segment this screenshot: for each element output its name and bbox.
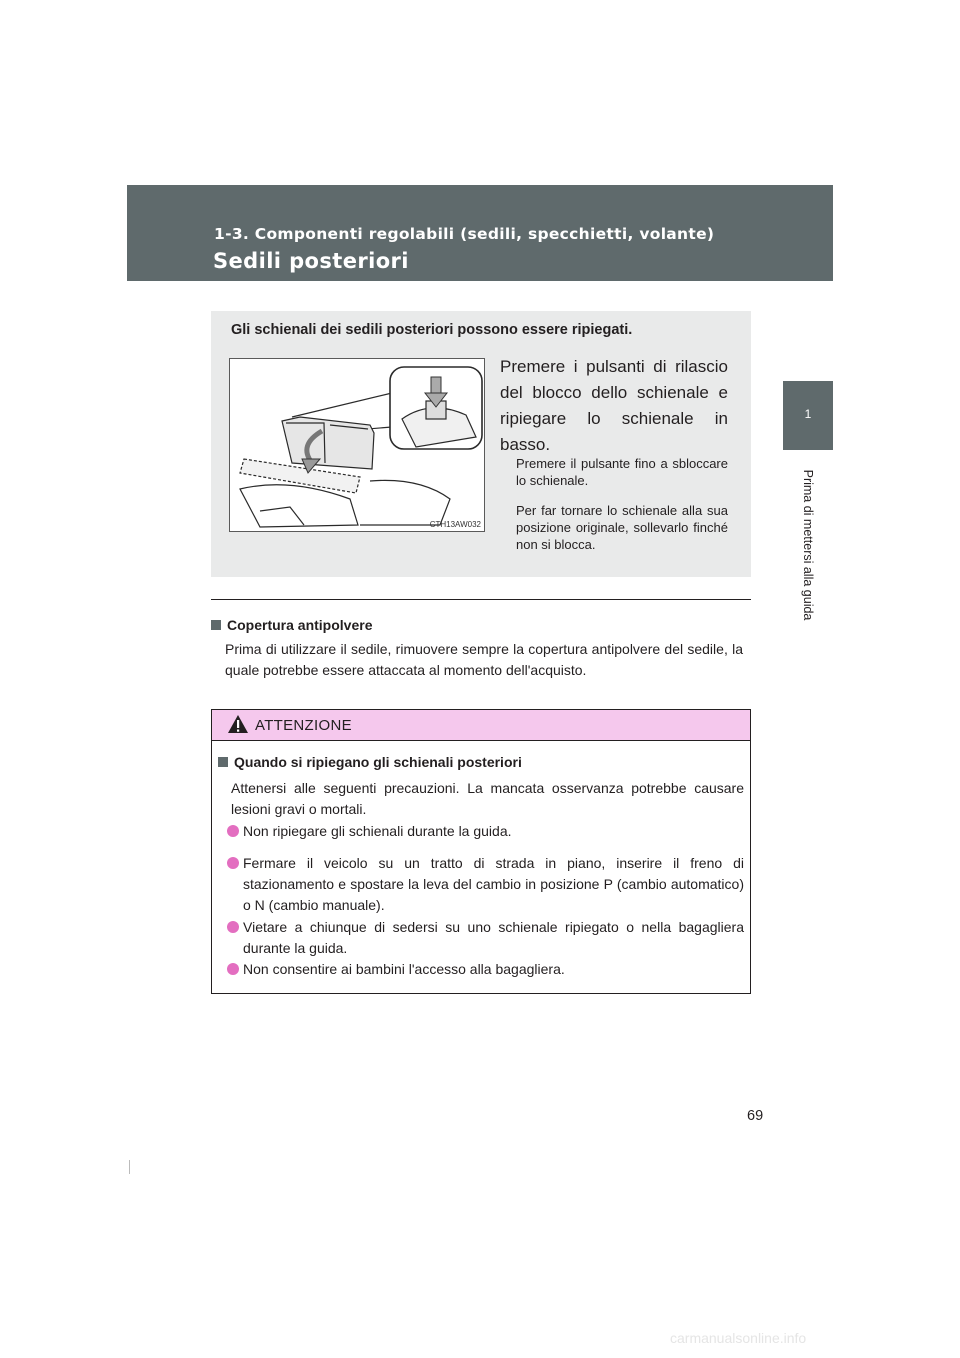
crop-mark xyxy=(129,1160,130,1174)
dust-cover-heading-text: Copertura antipolvere xyxy=(227,617,373,633)
main-instruction: Premere i pulsanti di rilascio del blocco dello schienale e ripiegare lo schienale in basso. xyxy=(500,357,728,454)
warning-bullet xyxy=(222,853,744,916)
note-2: Per far tornare lo schienale alla sua posizione originale, sollevarlo finché non si blocca. xyxy=(516,503,728,552)
warning-bullet-text: Fermare il veicolo su un tratto di strada in piano, inserire il freno di stazionamento e spostare la leva del cambio in posizione P (cambio automatico) o N (cambio manuale). xyxy=(243,855,744,913)
page-number: 69 xyxy=(747,1108,764,1124)
warning-heading xyxy=(218,754,522,770)
bullet-dot-icon xyxy=(227,825,239,837)
dust-cover-heading xyxy=(211,617,743,633)
section-header xyxy=(127,185,833,281)
warning-bullet xyxy=(222,959,744,980)
warning-bullet-text: Non ripiegare gli schienali durante la guida. xyxy=(243,823,512,839)
warning-box xyxy=(211,709,751,994)
rear-seat-fold-icon xyxy=(230,359,484,531)
warning-bullet xyxy=(222,821,744,842)
bullet-dot-icon xyxy=(227,921,239,933)
dust-cover-section xyxy=(211,617,743,681)
note-1: Premere il pulsante fino a sbloccare lo schienale. xyxy=(516,456,728,488)
square-bullet-icon xyxy=(218,757,228,767)
warning-bullet-text: Non consentire ai bambini l'accesso alla bagagliera. xyxy=(243,961,565,977)
divider xyxy=(211,599,751,600)
warning-intro: Attenersi alle seguenti precauzioni. La mancata osservanza potrebbe causare lesioni gravi o mortali. xyxy=(231,780,744,817)
chapter-tab xyxy=(783,381,833,450)
illustration-code: CTH13AW032 xyxy=(429,520,481,529)
warning-label: ATTENZIONE xyxy=(255,717,352,734)
warning-bullet xyxy=(222,917,744,959)
warning-triangle-icon xyxy=(227,714,249,734)
bullet-dot-icon xyxy=(227,963,239,975)
chapter-title: Prima di mettersi alla guida xyxy=(801,469,815,621)
section-label: 1-3. Componenti regolabili (sedili, specchietti, volante) xyxy=(214,225,715,243)
warning-heading-text: Quando si ripiegano gli schienali posteriori xyxy=(234,754,522,770)
square-bullet-icon xyxy=(211,620,221,630)
chapter-number: 1 xyxy=(804,407,812,421)
dust-cover-body: Prima di utilizzare il sedile, rimuovere sempre la copertura antipolvere del sedile, la quale potrebbe essere attaccata al momento dell'acquisto. xyxy=(225,641,743,678)
watermark: carmanualsonline.info xyxy=(670,1330,807,1346)
page-title: Sedili posteriori xyxy=(213,249,409,273)
panel-intro: Gli schienali dei sedili posteriori possono essere ripiegati. xyxy=(231,322,633,338)
warning-band xyxy=(212,710,750,741)
seat-illustration xyxy=(229,358,485,532)
instruction-panel xyxy=(211,311,751,577)
warning-bullet-text: Vietare a chiunque di sedersi su uno schienale ripiegato o nella bagagliera durante la guida. xyxy=(243,919,744,956)
bullet-dot-icon xyxy=(227,857,239,869)
